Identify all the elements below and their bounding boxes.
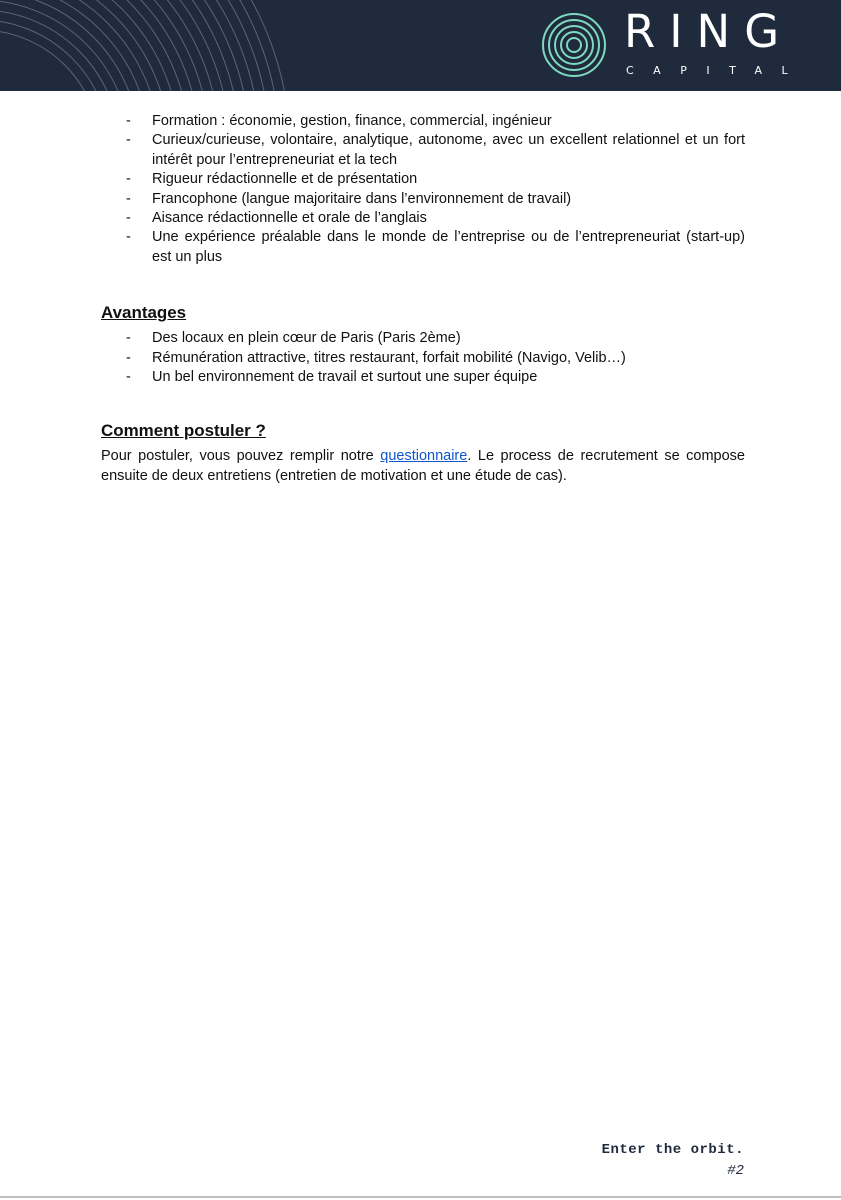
list-dash: - — [126, 190, 131, 207]
list-dash: - — [126, 229, 131, 246]
list-item: - Aisance rédactionnelle et orale de l’anglais — [101, 209, 745, 228]
list-item: - Francophone (langue majoritaire dans l’environnement de travail) — [101, 190, 745, 209]
postuler-heading: Comment postuler ? — [101, 421, 266, 441]
list-dash: - — [126, 369, 131, 386]
list-dash: - — [126, 349, 131, 366]
list-item: - Un bel environnement de travail et surtout une super équipe — [101, 368, 745, 387]
avantages-list — [101, 329, 745, 387]
list-item: - Des locaux en plein cœur de Paris (Paris 2ème) — [101, 329, 745, 348]
postuler-paragraph: Pour postuler, vous pouvez remplir notre questionnaire. Le process de recrutement se compose ensuite de deux entretiens (entretien de motivation et une étude de cas). — [101, 448, 745, 484]
document-body — [101, 112, 745, 486]
list-item: - Curieux/curieuse, volontaire, analytique, autonome, avec un excellent relationnel et un fort intérêt pour l’entrepreneuriat et la tech — [126, 132, 745, 168]
header-arc-pattern — [0, 0, 300, 91]
page-bottom-rule — [0, 1196, 841, 1198]
footer-tagline: Enter the orbit. — [601, 1142, 744, 1158]
list-dash: - — [126, 330, 131, 347]
questionnaire-link[interactable]: questionnaire — [380, 448, 468, 465]
list-item: - Rémunération attractive, titres restaurant, forfait mobilité (Navigo, Velib…) — [101, 349, 745, 368]
brand-name: RING — [624, 5, 794, 58]
list-dash: - — [126, 210, 131, 227]
list-item: - Rigueur rédactionnelle et de présentation — [101, 170, 745, 189]
page-header — [0, 0, 841, 91]
list-dash: - — [126, 113, 131, 129]
list-dash: - — [126, 132, 131, 149]
page-number: #2 — [727, 1163, 744, 1179]
requirements-list — [101, 112, 745, 267]
list-dash: - — [126, 171, 131, 188]
brand-subtitle: CAPITAL — [626, 64, 808, 77]
list-item: - Formation : économie, gestion, finance, commercial, ingénieur — [101, 112, 745, 131]
avantages-heading: Avantages — [101, 303, 187, 323]
ring-logo-icon — [541, 12, 607, 78]
list-item: - Une expérience préalable dans le monde de l’entreprise ou de l’entrepreneuriat (start-up) est un plus — [126, 229, 745, 265]
